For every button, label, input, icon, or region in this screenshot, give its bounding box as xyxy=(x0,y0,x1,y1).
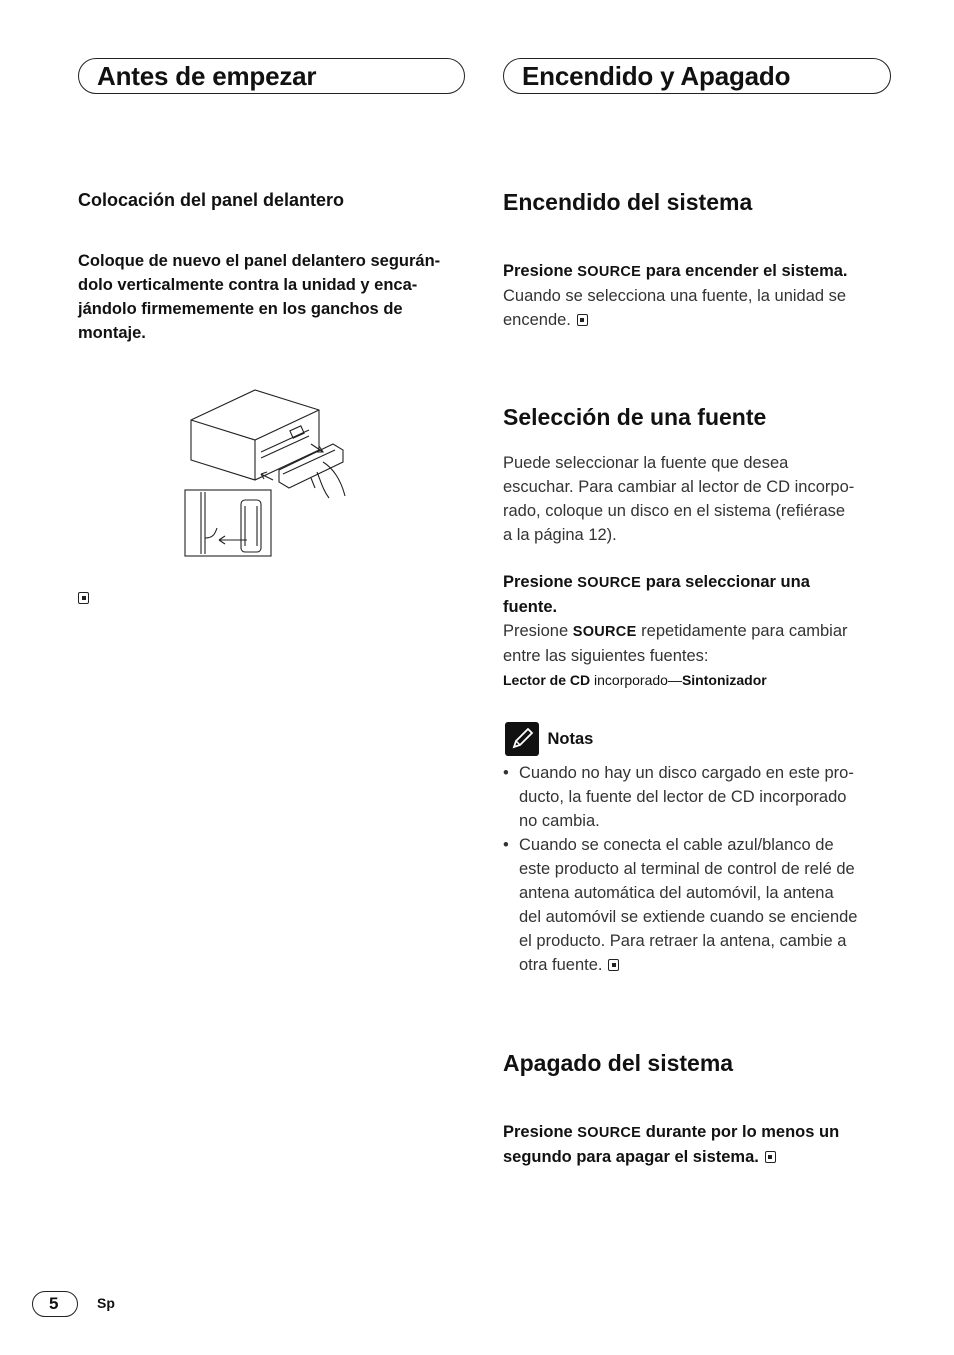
pencil-icon xyxy=(505,722,539,756)
power-on-instruction: Presione SOURCE para encender el sistema. xyxy=(503,262,848,280)
source-sequence: Lector de CD incorporado—Sintonizador xyxy=(503,672,767,688)
power-off-heading: Apagado del sistema xyxy=(503,1050,734,1076)
source-select-body: Puede seleccionar la fuente que desea escuchar. Para cambiar al lector de CD incorpo- rado, coloque un disco en el sistema (refiérase a la página 12). xyxy=(503,454,855,544)
source-key: SOURCE xyxy=(577,575,642,591)
notes-header xyxy=(505,722,593,756)
power-on-block: Presione SOURCE para encender el sistema. Cuando se selecciona una fuente, la unidad se encende. xyxy=(503,259,893,332)
section-header-left xyxy=(78,58,465,94)
source-key: SOURCE xyxy=(577,264,642,280)
section-title: Encendido y Apagado xyxy=(522,61,791,91)
end-mark-icon xyxy=(577,314,588,326)
power-off-block: Presione SOURCE durante por lo menos un segundo para apagar el sistema. xyxy=(503,1123,840,1166)
source-key: SOURCE xyxy=(572,624,637,640)
section-header-right xyxy=(503,58,891,94)
page-number: 5 xyxy=(49,1294,59,1313)
section-title: Antes de empezar xyxy=(97,61,317,91)
notes-list xyxy=(503,761,898,977)
notes-label: Notas xyxy=(547,730,594,748)
source-select-heading: Selección de una fuente xyxy=(503,404,767,430)
end-mark-icon xyxy=(78,592,89,604)
left-subheading: Colocación del panel delantero xyxy=(78,190,345,210)
power-on-heading: Encendido del sistema xyxy=(503,189,753,215)
end-mark-icon xyxy=(765,1151,776,1163)
left-instruction: Coloque de nuevo el panel delantero segurán- dolo verticalmente contra la unidad y enca- jándolo firmememente en los ganchos de montaje. xyxy=(78,252,441,342)
list-item: • Cuando no hay un disco cargado en este pro- ducto, la fuente del lector de CD incorporado no cambia. xyxy=(503,761,898,833)
page-number-badge xyxy=(32,1291,78,1317)
list-item: • Cuando se conecta el cable azul/blanco de este producto al terminal de control de relé de antena automática del automóvil, la antena del automóvil se extiende cuando se enciende el producto. Para retraer la antena, cambie a otra fuente. xyxy=(503,833,898,977)
source-select-instruction-block: Presione SOURCE para seleccionar una fuente. Presione SOURCE repetidamente para cambiar entre las siguientes fuentes: Lector de CD incorporado—Sintonizador xyxy=(503,570,898,692)
source-key: SOURCE xyxy=(577,1125,642,1141)
language-code: Sp xyxy=(97,1295,115,1311)
front-panel-diagram xyxy=(183,388,355,560)
end-mark-icon xyxy=(608,959,619,971)
